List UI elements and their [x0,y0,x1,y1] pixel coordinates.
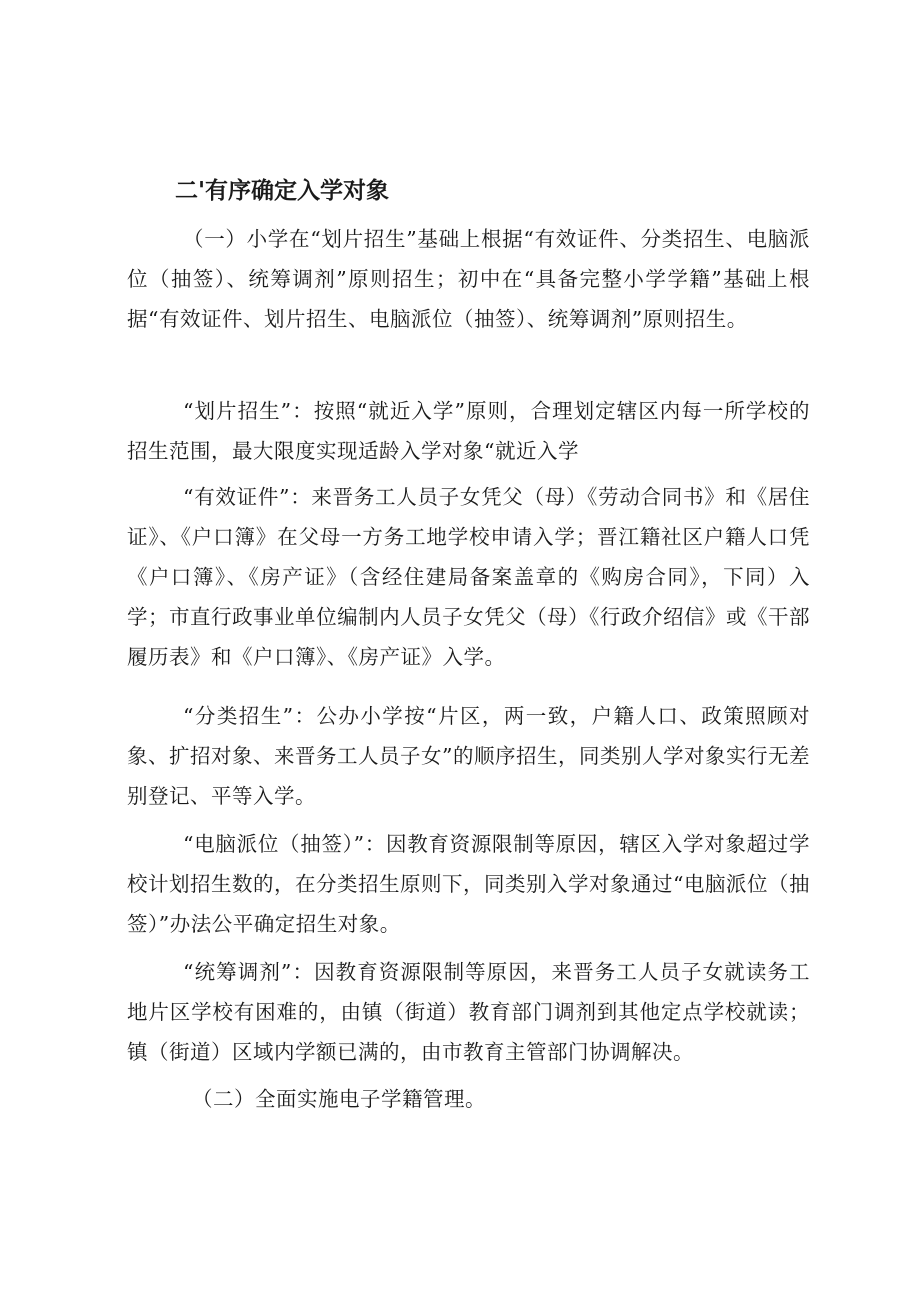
paragraph-electronic-records: （二）全面实施电子学籍管理。 [192,1087,486,1111]
paragraph-valid-documents: “有效证件”：来晋务工人员子女凭父（母）《劳动合同书》和《居住证》、《户口簿》在父母一方务工地学校申请入学；晋江籍社区户籍人口凭《户口簿》、《房产证》（含经住建局备案盖章的《购房合同》，下同）入学；市直行政事业单位编制内人员子女凭父（母）《行政介绍信》或《干部履历表》和《户口簿》、《房产证》入学。 [127,485,810,669]
paragraph-coordinated-allocation: “统筹调剂”：因教育资源限制等原因，来晋务工人员子女就读务工地片区学校有困难的，由镇（街道）教育部门调剂到其他定点学校就读；镇（街道）区域内学额已满的，由市教育主管部门协调解决。 [127,960,810,1064]
section-heading: 二'有序确定入学对象 [175,178,390,204]
paragraph-enrollment-principles: （一）小学在“划片招生”基础上根据“有效证件、分类招生、电脑派位（抽签）、统筹调剂”原则招生；初中在“具备完整小学学籍”基础上根据“有效证件、划片招生、电脑派位（抽签）、统筹调剂”原则招生。 [127,227,810,331]
paragraph-zoned-enrollment: “划片招生”：按照“就近入学”原则，合理划定辖区内每一所学校的招生范围，最大限度实现适龄入学对象“就近入学 [127,399,810,463]
paragraph-computer-lottery: “电脑派位（抽签）”：因教育资源限制等原因，辖区入学对象超过学校计划招生数的，在分类招生原则下，同类别入学对象通过“电脑派位（抽签）”办法公平确定招生对象。 [127,832,810,936]
paragraph-category-enrollment: “分类招生”：公办小学按“片区，两一致，户籍人口、政策照顾对象、扩招对象、来晋务工人员子女”的顺序招生，同类别人学对象实行无差别登记、平等入学。 [127,704,810,808]
